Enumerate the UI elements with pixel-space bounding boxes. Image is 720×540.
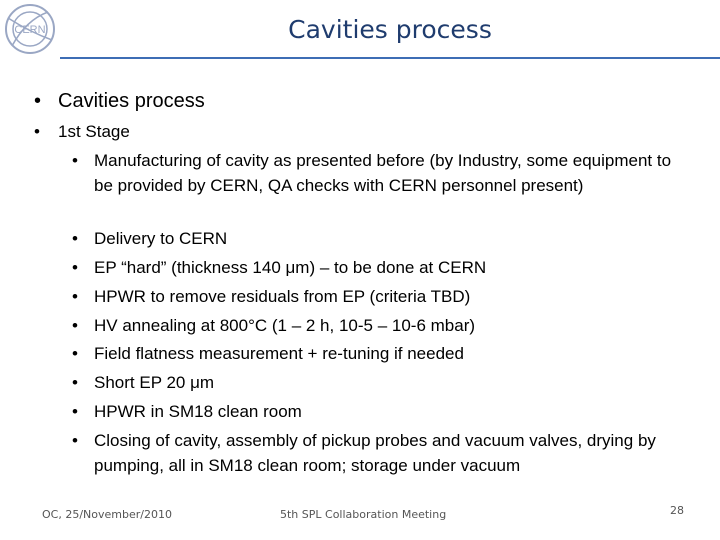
bullet-text: Cavities process	[58, 90, 205, 112]
sub-item-text: EP “hard” (thickness 140 μm) – to be done at CERN	[94, 258, 487, 277]
sub-item-text: Manufacturing of cavity as presented before (by Industry, some equipment to be provided by CERN, QA checks with CERN personnel present)	[94, 151, 672, 195]
page-number: 28	[670, 504, 684, 517]
sub-item-manufacturing	[72, 148, 712, 198]
bullet-marker: •	[72, 258, 78, 277]
sub-item-text: Delivery to CERN	[94, 229, 228, 248]
sub-item-hpwr-sm18	[72, 399, 712, 424]
sub-item-ep-hard	[72, 255, 712, 280]
sub-item-delivery	[72, 226, 712, 251]
bullet-marker: •	[34, 122, 40, 141]
bullet-marker: •	[72, 344, 78, 363]
sub-item-text: Short EP 20 μm	[94, 373, 215, 392]
bullet-text: 1st Stage	[58, 122, 130, 141]
sub-item-closing	[72, 428, 712, 478]
svg-text:CERN: CERN	[14, 24, 46, 36]
sub-item-hpwr-residuals	[72, 284, 712, 309]
bullet-marker: •	[72, 229, 78, 248]
sub-item-text: Closing of cavity, assembly of pickup probes and vacuum valves, drying by pumping, all in SM18 clean room; storage under vacuum	[94, 431, 656, 475]
sub-item-text: HPWR to remove residuals from EP (criteria TBD)	[94, 287, 471, 306]
bullet-marker: •	[72, 151, 78, 170]
bullet-marker: •	[72, 431, 78, 450]
bullet-marker: •	[72, 316, 78, 335]
cern-logo	[2, 2, 58, 56]
sub-item-text: HPWR in SM18 clean room	[94, 402, 302, 421]
slide-title: Cavities process	[288, 15, 492, 44]
title-divider	[60, 57, 720, 59]
sub-item-hv-annealing	[72, 313, 712, 338]
bullet-marker: •	[72, 373, 78, 392]
bullet-marker: •	[34, 90, 42, 112]
sub-item-field-flatness	[72, 341, 712, 366]
sub-item-short-ep	[72, 370, 712, 395]
sub-item-text: HV annealing at 800°C (1 – 2 h, 10-5 – 10-6 mbar)	[94, 316, 476, 335]
bullet-marker: •	[72, 287, 78, 306]
footer-meeting: 5th SPL Collaboration Meeting	[280, 508, 447, 521]
bullet-marker: •	[72, 402, 78, 421]
sub-item-text: Field flatness measurement + re-tuning if needed	[94, 344, 464, 363]
footer-date: OC, 25/November/2010	[42, 508, 172, 521]
